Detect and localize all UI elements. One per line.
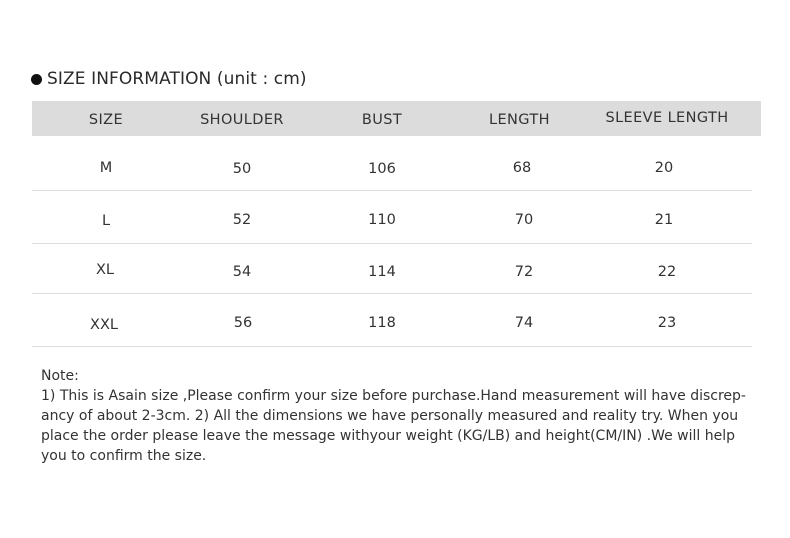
- cell-bust: 110: [368, 212, 396, 228]
- cell-bust: 106: [368, 161, 396, 177]
- cell-size: L: [101, 213, 111, 229]
- size-table: [32, 101, 761, 347]
- cell-size: XXL: [90, 317, 118, 333]
- column-header-length: LENGTH: [489, 112, 550, 128]
- cell-sleeve-length: 21: [654, 212, 674, 228]
- column-header-bust: BUST: [361, 112, 403, 128]
- cell-length: 72: [514, 264, 534, 280]
- note-section: [41, 366, 761, 466]
- cell-sleeve-length: 22: [657, 264, 677, 280]
- column-header-shoulder: SHOULDER: [200, 112, 284, 128]
- bullet-icon: [31, 74, 42, 85]
- cell-sleeve-length: 23: [657, 315, 677, 331]
- table-row: [32, 191, 752, 244]
- note-line: 1) This is Asain size ,Please confirm your size before purchase.Hand measurement will have discrep-: [41, 388, 746, 404]
- note-line: place the order please leave the message withyour weight (KG/LB) and height(CM/IN) .We will help: [41, 428, 736, 444]
- note-line: ancy of about 2-3cm. 2) All the dimensions we have personally measured and reality try. When you: [41, 408, 739, 424]
- cell-length: 74: [514, 315, 534, 331]
- cell-size: M: [99, 160, 113, 176]
- table-row: [32, 294, 752, 347]
- cell-bust: 118: [368, 315, 396, 331]
- table-row: [32, 136, 752, 191]
- cell-size: XL: [95, 262, 114, 278]
- cell-shoulder: 54: [232, 264, 252, 280]
- note-line: you to confirm the size.: [41, 448, 207, 464]
- cell-shoulder: 56: [233, 315, 253, 331]
- cell-shoulder: 50: [232, 161, 252, 177]
- column-header-sleeve-length: SLEEVE LENGTH: [605, 110, 729, 126]
- cell-length: 70: [514, 212, 534, 228]
- cell-length: 68: [512, 160, 532, 176]
- size-info-heading: [31, 67, 307, 91]
- table-header: [32, 101, 761, 136]
- heading-text: SIZE INFORMATION (unit : cm): [47, 69, 307, 89]
- cell-shoulder: 52: [232, 212, 252, 228]
- cell-bust: 114: [368, 264, 396, 280]
- table-row: [32, 244, 752, 294]
- cell-sleeve-length: 20: [654, 160, 674, 176]
- note-title: Note:: [41, 368, 79, 384]
- column-header-size: SIZE: [88, 112, 124, 128]
